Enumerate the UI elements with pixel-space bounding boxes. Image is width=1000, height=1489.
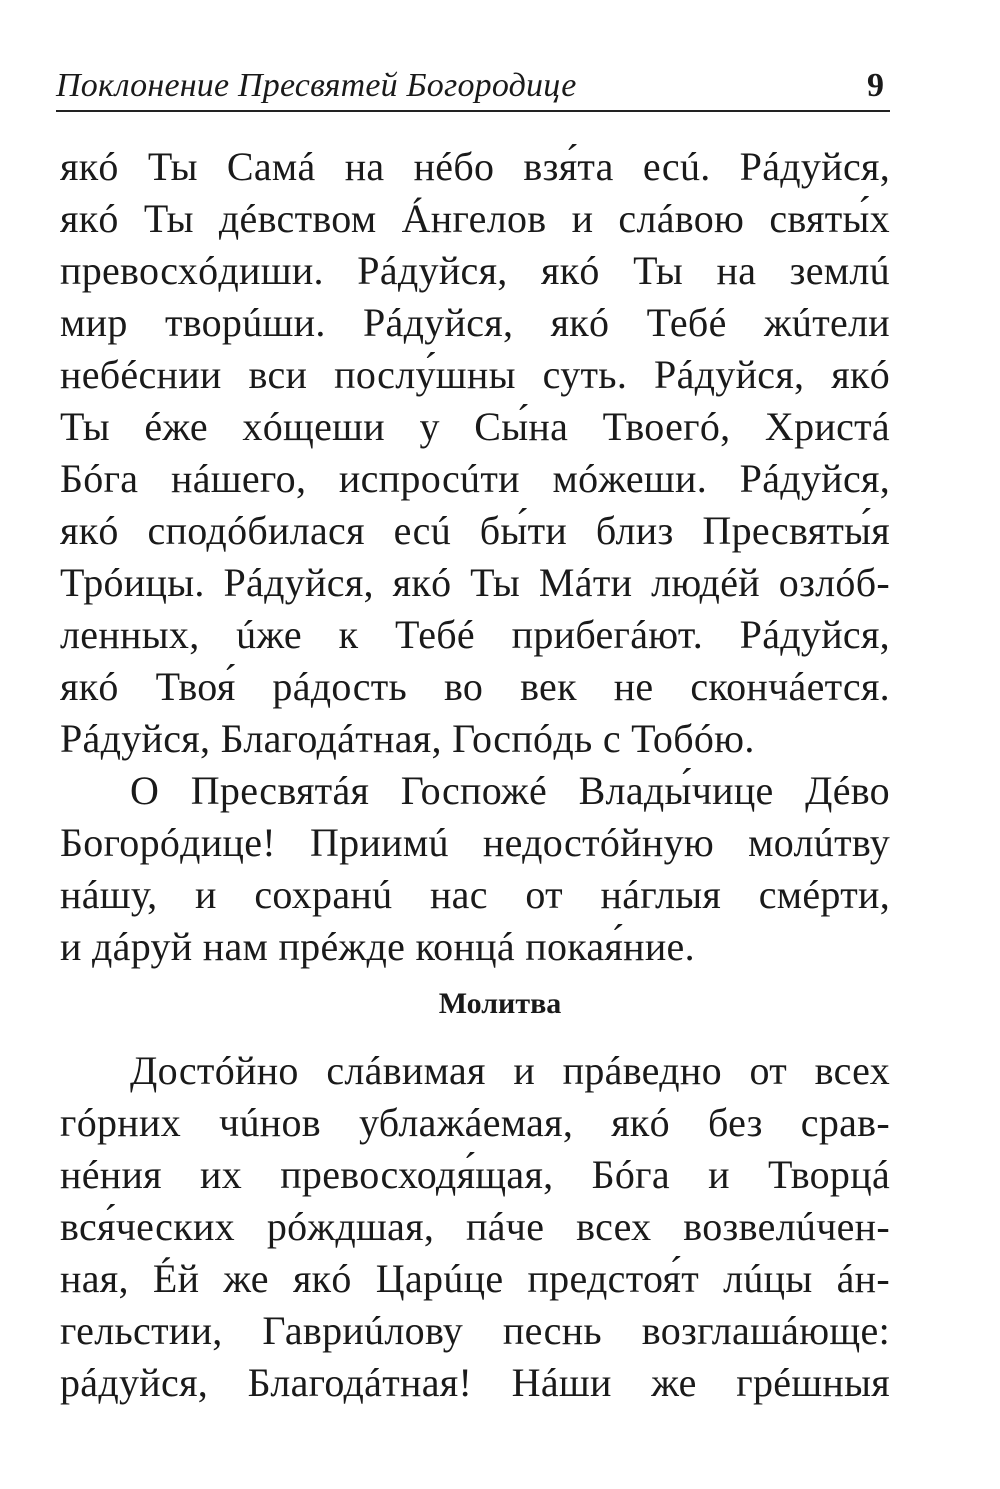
text-line: Достóйно слáвимая и прáведно от всех xyxy=(130,1048,890,1093)
text-line: гóрних чúнов ублажáемая, якó без срав- xyxy=(60,1100,890,1145)
text-line: Богорóдице! Приимú недостóйную молúтву xyxy=(60,820,890,865)
section-heading: Молитва xyxy=(438,987,562,1020)
text-line: нáшу, и сохранú нас от нáглыя смéрти, xyxy=(60,872,890,917)
text-line: и дáруй нам прéжде концá покая́ние. xyxy=(60,924,695,969)
text-line: якó сподóбилася есú бы́ти близ Пресвяты́я xyxy=(60,508,890,553)
header-rule xyxy=(56,110,890,112)
page-header xyxy=(56,62,890,110)
text-line: рáдуйся, Благодáтная! Нáши же грéшныя xyxy=(60,1360,890,1405)
text-line: ная, Éй же якó Царúце предстоя́т лúцы áн- xyxy=(60,1256,890,1301)
running-title: Поклонение Пресвятей Богородице xyxy=(56,67,577,104)
text-line: превосхóдиши. Рáдуйся, якó Ты на землú xyxy=(60,248,890,293)
text-line: О Пресвятáя Госпожé Влады́чице Дéво xyxy=(130,768,890,813)
text-line: якó Ты Самá на нéбо взя́та есú. Рáдуйся, xyxy=(60,144,890,189)
text-line: якó Ты дéвством Áнгелов и слáвою святы́х xyxy=(60,196,890,241)
text-line: гельстии, Гавриúлову песнь возглашáюще: xyxy=(60,1308,890,1353)
text-line: нéния их превосходя́щая, Бóга и Творцá xyxy=(60,1152,890,1197)
text-line: мир творúши. Рáдуйся, якó Тебé жúтели xyxy=(60,300,890,345)
text-line: небéснии вси послу́шны суть. Рáдуйся, якó xyxy=(60,352,890,397)
text-line: Рáдуйся, Благодáтная, Госпóдь с Тобóю. xyxy=(60,716,755,761)
text-line: ленных, úже к Тебé прибегáют. Рáдуйся, xyxy=(60,612,890,657)
text-line: якó Твоя́ рáдость во век не скончáется. xyxy=(60,664,890,709)
text-line: Ты éже хóщеши у Сы́на Твоегó, Христá xyxy=(60,404,890,449)
text-line: Бóга нáшего, испросúти мóжеши. Рáдуйся, xyxy=(60,456,890,501)
text-line: Трóицы. Рáдуйся, якó Ты Мáти людéй озлóб- xyxy=(60,560,890,605)
text-line: вся́ческих рóждшая, пáче всех возвелúчен- xyxy=(60,1204,890,1249)
page-number: 9 xyxy=(867,67,884,104)
